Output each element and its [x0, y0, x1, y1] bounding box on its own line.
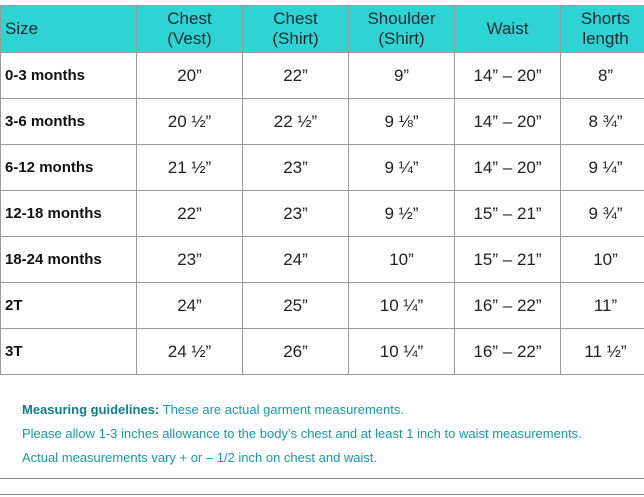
- table-row: [1, 237, 644, 283]
- cell-chest-vest: 21 ½”: [137, 145, 243, 191]
- cell-chest-vest: 24 ½”: [137, 329, 243, 375]
- cell-chest-shirt: 23”: [243, 145, 349, 191]
- cell-shoulder-shirt: 10 ¼”: [349, 283, 455, 329]
- table-row: [1, 283, 644, 329]
- cell-shoulder-shirt: 10”: [349, 237, 455, 283]
- table-row: [1, 329, 644, 375]
- cell-size: 3T: [1, 329, 137, 375]
- cell-shoulder-shirt: 9 ½”: [349, 191, 455, 237]
- cell-chest-vest: 23”: [137, 237, 243, 283]
- measuring-notes: [22, 398, 582, 470]
- header-waist: Waist: [455, 6, 561, 53]
- divider-line: [0, 494, 644, 495]
- header-shoulder-shirt: Shoulder (Shirt): [349, 6, 455, 53]
- notes-line-2: Please allow 1-3 inches allowance to the body’s chest and at least 1 inch to waist measurements.: [22, 426, 582, 441]
- cell-shorts-length: 9 ¼”: [561, 145, 644, 191]
- header-row: [1, 6, 644, 53]
- cell-shoulder-shirt: 9 ¼”: [349, 145, 455, 191]
- table-row: [1, 145, 644, 191]
- cell-shoulder-shirt: 10 ¼”: [349, 329, 455, 375]
- cell-size: 6-12 months: [1, 145, 137, 191]
- cell-shoulder-shirt: 9 ⅛”: [349, 99, 455, 145]
- divider-line: [0, 478, 644, 479]
- cell-shorts-length: 8”: [561, 53, 644, 99]
- notes-line-1-text: These are actual garment measurements.: [159, 402, 404, 417]
- cell-chest-shirt: 22 ½”: [243, 99, 349, 145]
- cell-shorts-length: 11”: [561, 283, 644, 329]
- cell-chest-shirt: 25”: [243, 283, 349, 329]
- cell-waist: 16” – 22”: [455, 283, 561, 329]
- cell-chest-shirt: 24”: [243, 237, 349, 283]
- cell-waist: 14” – 20”: [455, 53, 561, 99]
- header-size: Size: [1, 6, 137, 53]
- table-row: [1, 99, 644, 145]
- cell-shorts-length: 8 ¾”: [561, 99, 644, 145]
- cell-shoulder-shirt: 9”: [349, 53, 455, 99]
- cell-chest-vest: 20 ½”: [137, 99, 243, 145]
- cell-chest-vest: 20”: [137, 53, 243, 99]
- size-chart-table: [0, 5, 644, 375]
- cell-waist: 15” – 21”: [455, 191, 561, 237]
- cell-chest-shirt: 23”: [243, 191, 349, 237]
- notes-line-3: Actual measurements vary + or – 1/2 inch on chest and waist.: [22, 450, 378, 465]
- cell-size: 12-18 months: [1, 191, 137, 237]
- cell-shorts-length: 10”: [561, 237, 644, 283]
- cell-shorts-length: 9 ¾”: [561, 191, 644, 237]
- cell-size: 2T: [1, 283, 137, 329]
- cell-chest-shirt: 26”: [243, 329, 349, 375]
- header-chest-vest: Chest (Vest): [137, 6, 243, 53]
- header-shorts-length: Shorts length: [561, 6, 644, 53]
- cell-waist: 16” – 22”: [455, 329, 561, 375]
- cell-chest-vest: 24”: [137, 283, 243, 329]
- notes-line-1: [22, 398, 582, 422]
- cell-chest-vest: 22”: [137, 191, 243, 237]
- cell-chest-shirt: 22”: [243, 53, 349, 99]
- table-row: [1, 191, 644, 237]
- cell-waist: 14” – 20”: [455, 145, 561, 191]
- cell-size: 0-3 months: [1, 53, 137, 99]
- table-row: [1, 53, 644, 99]
- cell-size: 3-6 months: [1, 99, 137, 145]
- measuring-guidelines-label: Measuring guidelines:: [22, 402, 160, 417]
- cell-shorts-length: 11 ½”: [561, 329, 644, 375]
- cell-size: 18-24 months: [1, 237, 137, 283]
- cell-waist: 15” – 21”: [455, 237, 561, 283]
- cell-waist: 14” – 20”: [455, 99, 561, 145]
- header-chest-shirt: Chest (Shirt): [243, 6, 349, 53]
